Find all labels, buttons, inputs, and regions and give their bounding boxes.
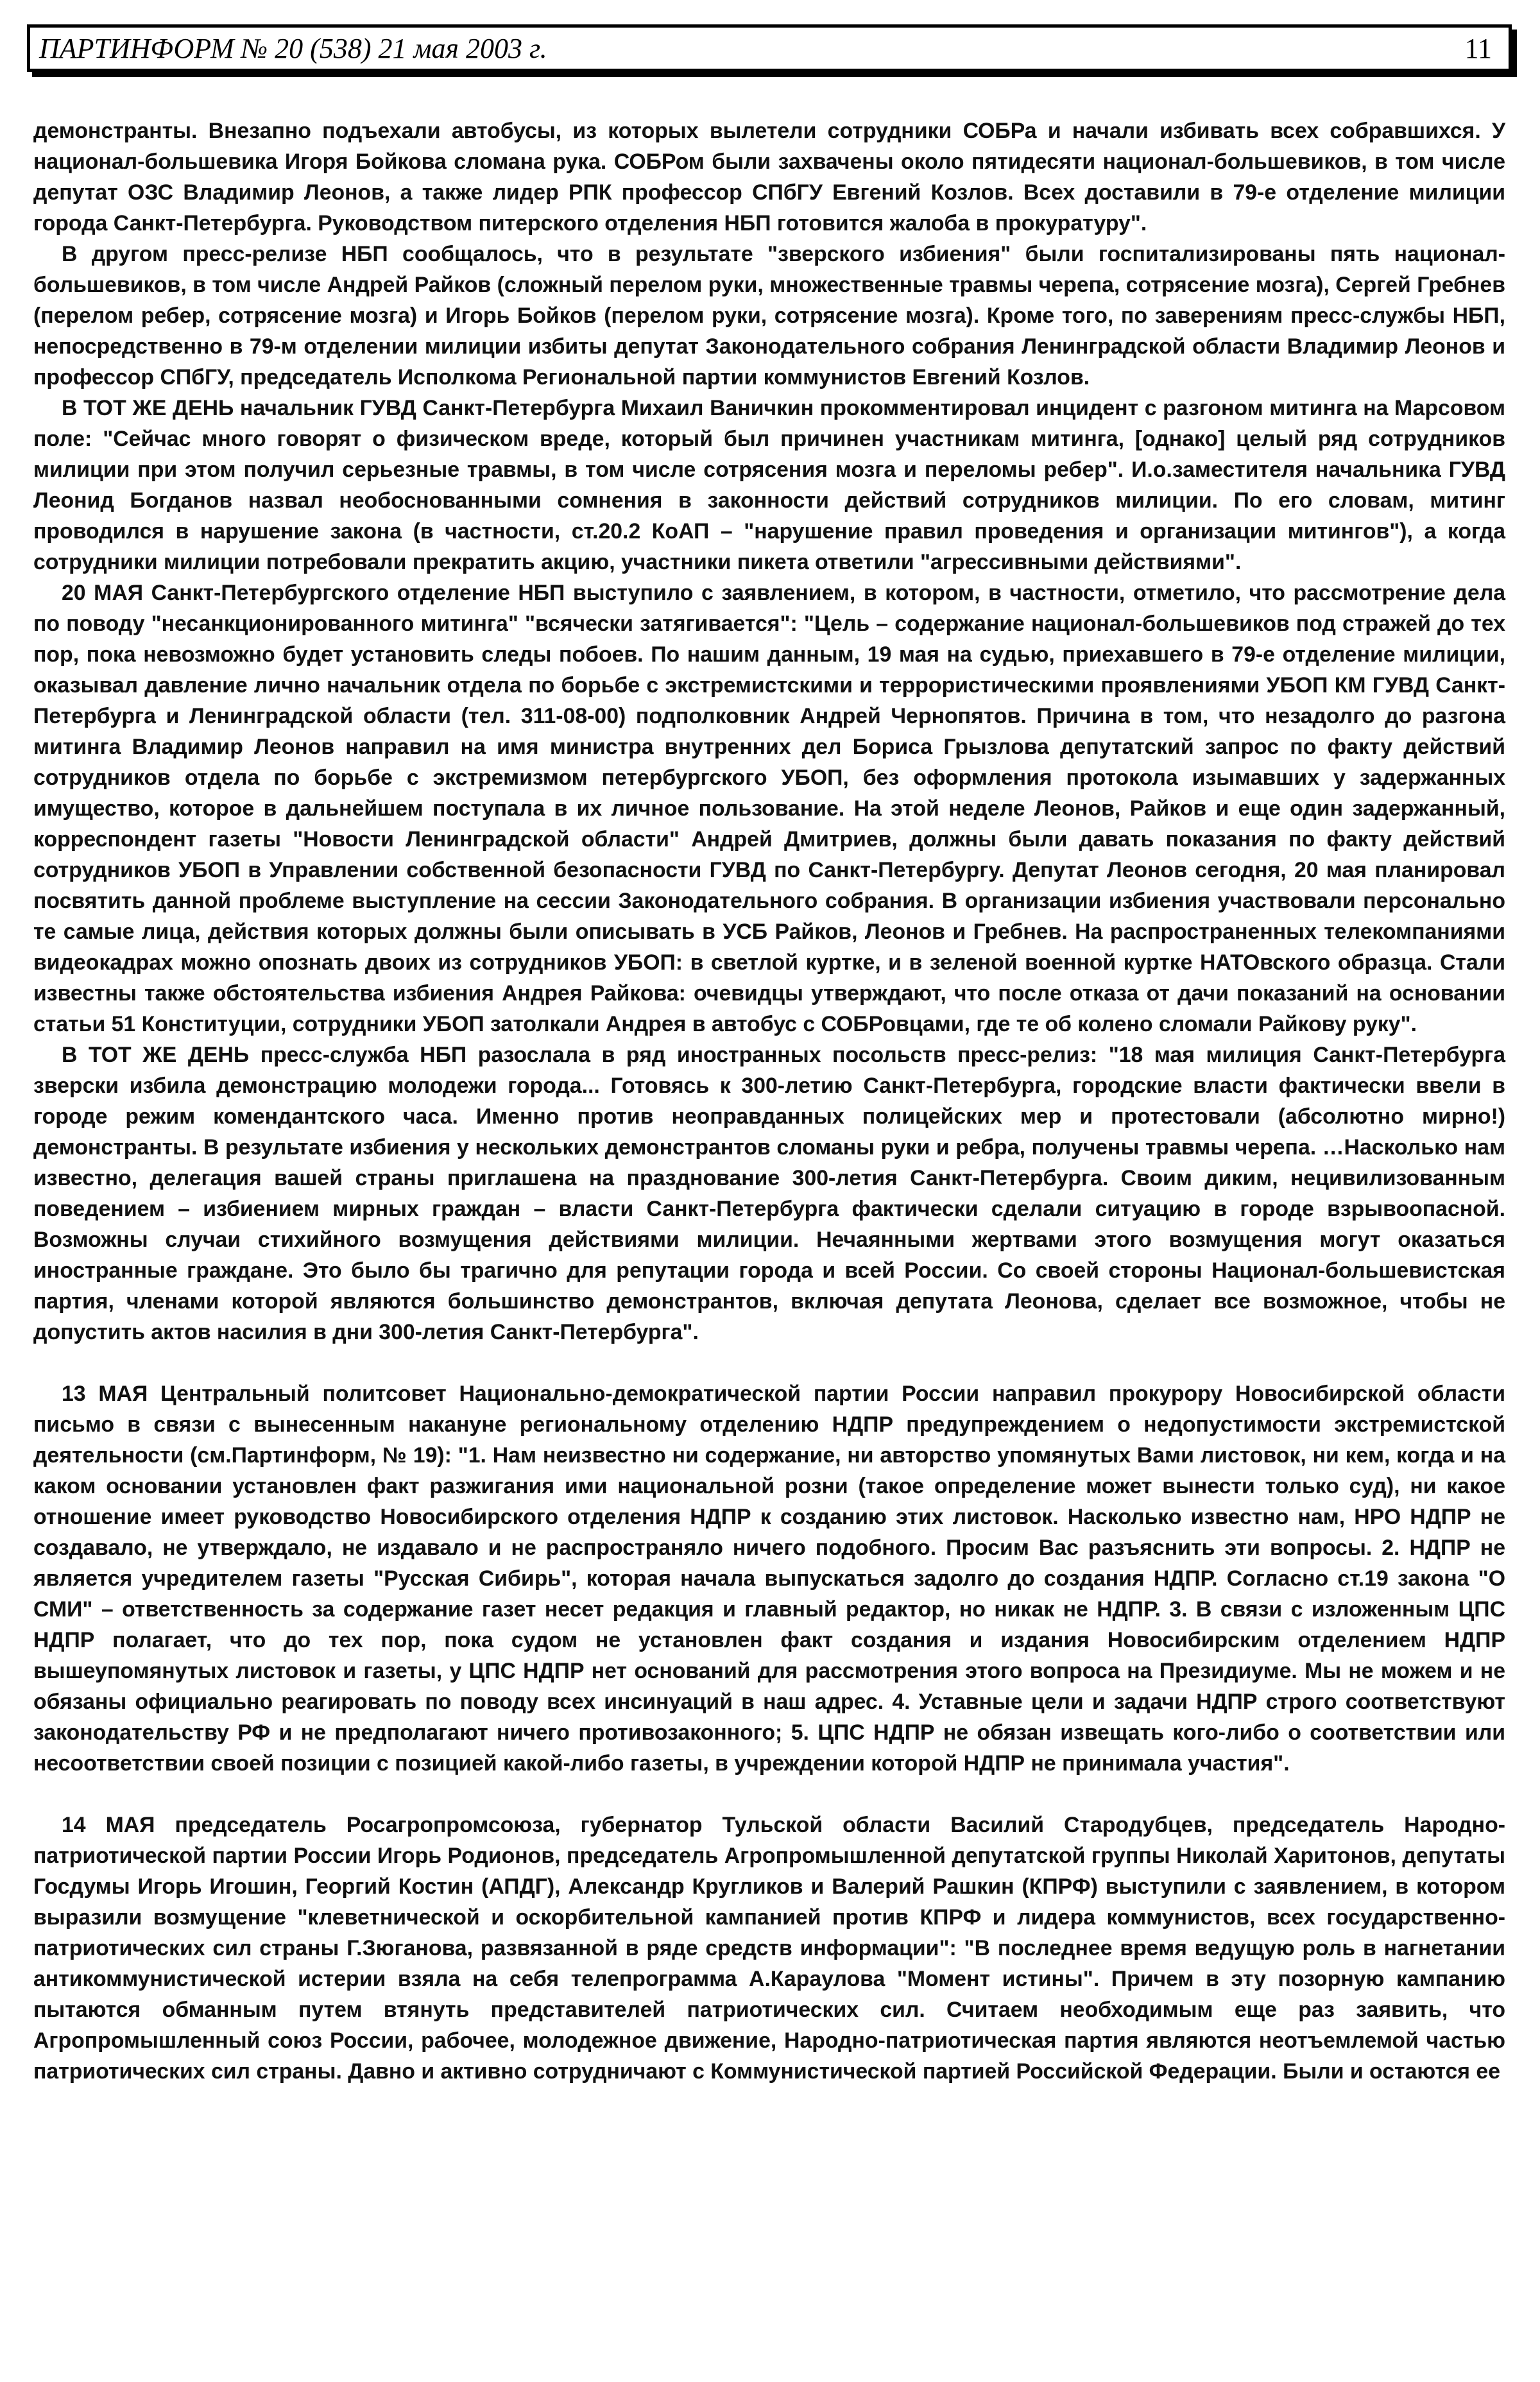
paragraph: демонстранты. Внезапно подъехали автобусы, из которых вылетели сотрудники СОБРа и начали избивать всех собравшихся. У национал-большевика Игоря Бойкова сломана рука. СОБРом были захвачены около пятидесяти национал-большевиков, в том числе депутат ОЗС Владимир Леонов, а также лидер РПК профессор СПбГУ Евгений Козлов. Всех доставили в 79-е отделение милиции города Санкт-Петербурга. Руководством питерского отделения НБП готовится жалоба в прокуратуру". — [33, 119, 1505, 236]
paragraph: В ТОТ ЖЕ ДЕНЬ пресс-служба НБП разослала в ряд иностранных посольств пресс-релиз: "18 мая милиция Санкт-Петербурга зверски избила демонстрацию молодежи города... Готовясь к 300-летию Санкт-Петербурга, городские власти фактически ввели в городе режим комендантского часа. Именно против неоправданных полицейских мер и протестовали (абсолютно мирно!) демонстранты. В результате избиения у нескольких демонстрантов сломаны руки и ребра, получены травмы черепа. …Насколько нам известно, делегация вашей страны приглашена на празднование 300-летия Санкт-Петербурга. Своим диким, нецивилизованным поведением – избиением мирных граждан – власти Санкт-Петербурга фактически сделали ситуацию в городе взрывоопасной. Возможны случаи стихийного возмущения действиями милиции. Нечаянными жертвами этого возмущения могут оказаться иностранные граждане. Это было бы трагично для репутации города и всей России. Со своей стороны Национал-большевистская партия, членами которой являются большинство демонстрантов, включая депутата Леонова, сделает все возможное, чтобы не допустить актов насилия в дни 300-летия Санкт-Петербурга". — [33, 1043, 1505, 1344]
page-header — [27, 24, 1512, 72]
page-number: 11 — [1464, 32, 1492, 64]
paragraph: В ТОТ ЖЕ ДЕНЬ начальник ГУВД Санкт-Петербурга Михаил Ваничкин прокомментировал инцидент с разгоном митинга на Марсовом поле: "Сейчас много говорят о физическом вреде, который был причинен участникам митинга, [однако] целый ряд сотрудников милиции при этом получил серьезные травмы, в том числе сотрясения мозга и переломы ребер". И.о.заместителя начальника ГУВД Леонид Богданов назвал необоснованными сомнения в законности действий сотрудников милиции. По его словам, митинг проводился в нарушение закона (в частности, ст.20.2 КоАП – "нарушение правил проведения и организации митингов"), а когда сотрудники милиции потребовали прекратить акцию, участники пикета ответили "агрессивными действиями". — [33, 396, 1505, 574]
paragraph: 14 МАЯ председатель Росагропромсоюза, губернатор Тульской области Василий Стародубцев, председатель Народно-патриотической партии России Игорь Родионов, председатель Агропромышленной депутатской группы Николай Харитонов, депутаты Госдумы Игорь Игошин, Георгий Костин (АПДГ), Александр Кругликов и Валерий Рашкин (КПРФ) выступили с заявлением, в котором выразили возмущение "клеветнической и оскорбительной кампанией против КПРФ и лидера коммунистов, всех государственно-патриотических сил страны Г.Зюганова, развязанной в ряде средств информации": "В последнее время ведущую роль в нагнетании антикоммунистической истерии взяла на себя телепрограмма А.Караулова "Момент истины". Причем в эту позорную кампанию пытаются обманным путем втянуть представителей патриотических сил. Считаем необходимым еще раз заявить, что Агропромышленный союз России, рабочее, молодежное движение, Народно-патриотическая партия являются неотъемлемой частью патриотических сил страны. Давно и активно сотрудничают с Коммунистической партией Российской Федерации. Были и остаются ее — [33, 1813, 1505, 2084]
paragraph: 13 МАЯ Центральный политсовет Национально-демократической партии России направил прокурору Новосибирской области письмо в связи с вынесенным накануне региональному отделению НДПР предупреждением о недопустимости экстремистской деятельности (см.Партинформ, № 19): "1. Нам неизвестно ни содержание, ни авторство упомянутых Вами листовок, ни кем, когда и на каком основании установлен факт разжигания ими национальной розни (такое определение может вынести только суд), ни какое отношение имеет руководство Новосибирского отделения НДПР к созданию этих листовок. Насколько известно нам, НРО НДПР не создавало, не утверждало, не издавало и не распространяло ничего подобного. Просим Вас разъяснить эти вопросы. 2. НДПР не является учредителем газеты "Русская Сибирь", которая начала выпускаться задолго до создания НДПР. Согласно ст.19 закона "О СМИ" – ответственность за содержание газет несет редакция и главный редактор, но никак не НДПР. 3. В связи с изложенным ЦПС НДПР полагает, что до тех пор, пока судом не установлен факт создания и издания Новосибирским отделением НДПР вышеупомянутых листовок и газеты, у ЦПС НДПР нет оснований для рассмотрения этого вопроса на Президиуме. Мы не можем и не обязаны официально реагировать по поводу всех инсинуаций в наш адрес. 4. Уставные цели и задачи НДПР строго соответствуют законодательству РФ и не предполагают ничего противозаконного; 5. ЦПС НДПР не обязан извещать кого-либо о соответствии или несоответствии своей позиции с позицией какой-либо газеты, в учреждении которой НДПР не принимала участия". — [33, 1382, 1505, 1776]
article-body — [27, 116, 1512, 2087]
paragraph: В другом пресс-релизе НБП сообщалось, что в результате "зверского избиения" были госпитализированы пять национал-большевиков, в том числе Андрей Райков (сложный перелом руки, множественные травмы черепа, сотрясение мозга), Сергей Гребнев (перелом ребер, сотрясение мозга) и Игорь Бойков (перелом руки, сотрясение мозга). Кроме того, по заверениям пресс-службы НБП, непосредственно в 79-м отделении милиции избиты депутат Законодательного собрания Ленинградской области Владимир Леонов и профессор СПбГУ, председатель Исполкома Региональной партии коммунистов Евгений Козлов. — [33, 242, 1505, 390]
header-title: ПАРТИНФОРМ № 20 (538) 21 мая 2003 г. — [39, 32, 547, 64]
page — [27, 24, 1512, 2087]
paragraph: 20 МАЯ Санкт-Петербургского отделение НБП выступило с заявлением, в котором, в частности, отметило, что рассмотрение дела по поводу "несанкционированного митинга" "всячески затягивается": "Цель – содержание национал-большевиков под стражей до тех пор, пока невозможно будет установить следы побоев. По нашим данным, 19 мая на судью, приехавшего в 79-е отделение милиции, оказывал давление лично начальник отдела по борьбе с экстремистскими и террористическими проявлениями УБОП КМ ГУВД Санкт-Петербурга и Ленинградской области (тел. 311-08-00) подполковник Андрей Чернопятов. Причина в том, что незадолго до разгона митинга Владимир Леонов направил на имя министра внутренних дел Бориса Грызлова депутатский запрос по факту действий сотрудников отдела по борьбе с экстремизмом петербургского УБОП, без оформления протокола изымавших у задержанных имущество, которое в дальнейшем поступала в их личное пользование. На этой неделе Леонов, Райков и еще один задержанный, корреспондент газеты "Новости Ленинградской области" Андрей Дмитриев, должны были давать показания по факту действий сотрудников УБОП в Управлении собственной безопасности ГУВД по Санкт-Петербургу. Депутат Леонов сегодня, 20 мая планировал посвятить данной проблеме выступление на сессии Законодательного собрания. В организации избиения участвовали персонально те самые лица, действия которых должны были описывать в УСБ Райков, Леонов и Гребнев. На распространенных телекомпаниями видеокадрах можно опознать двоих из сотрудников УБОП: в светлой куртке, и в зеленой военной куртке НАТОвского образца. Стали известны также обстоятельства избиения Андрея Райкова: очевидцы утверждают, что после отказа от дачи показаний на основании статьи 51 Конституции, сотрудники УБОП затолкали Андрея в автобус с СОБРовцами, где те об колено сломали Райкову руку". — [33, 581, 1505, 1036]
